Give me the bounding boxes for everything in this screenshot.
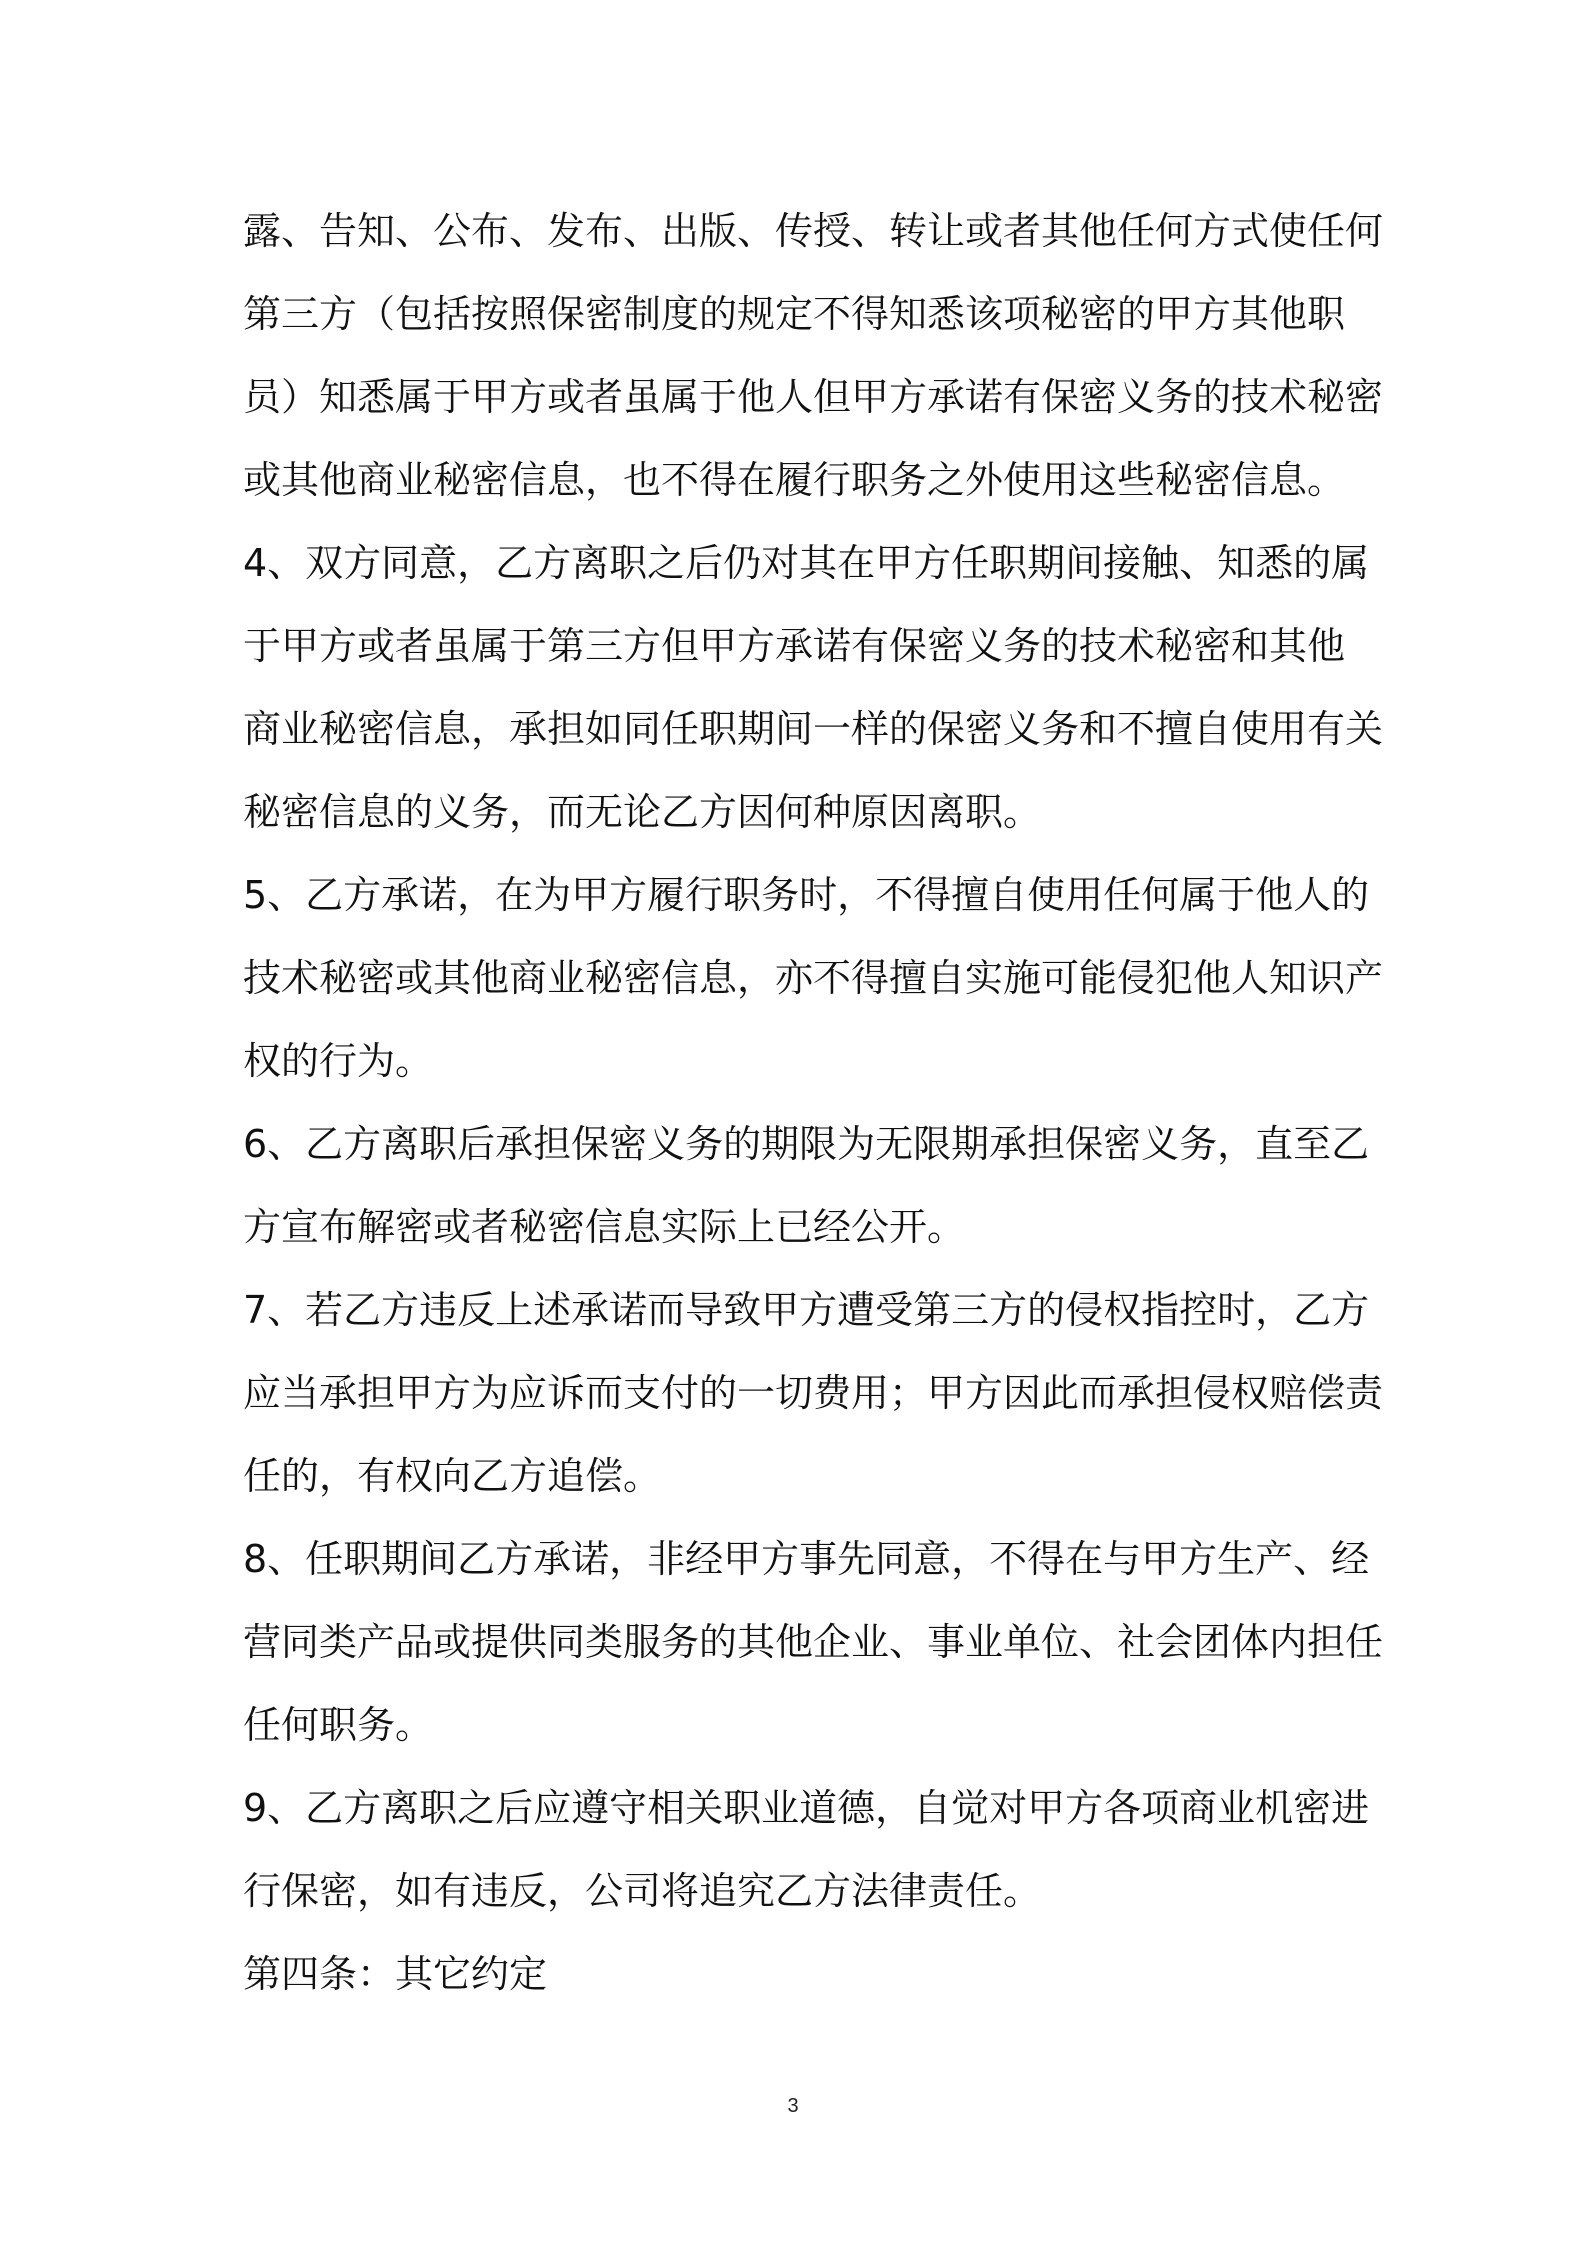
clause-9-line-1: 9、乙方离职之后应遵守相关职业道德，自觉对甲方各项商业机密进 <box>243 1786 1370 1830</box>
clause-4-line-3: 商业秘密信息，承担如同任职期间一样的保密义务和不擅自使用有关 <box>243 707 1384 751</box>
clause-4-line-2: 于甲方或者虽属于第三方但甲方承诺有保密义务的技术秘密和其他 <box>243 624 1346 668</box>
clause-4-line-1: 4、双方同意，乙方离职之后仍对其在甲方任职期间接触、知悉的属 <box>243 541 1370 585</box>
clause-8-line-3: 任何职务。 <box>243 1703 434 1747</box>
text-line-3: 员）知悉属于甲方或者虽属于他人但甲方承诺有保密义务的技术秘密 <box>243 375 1384 419</box>
clause-6-line-2: 方宣布解密或者秘密信息实际上已经公开。 <box>243 1205 966 1249</box>
text-line-1: 露、告知、公布、发布、出版、传授、转让或者其他任何方式使任何 <box>243 209 1384 253</box>
clause-6-line-1: 6、乙方离职后承担保密义务的期限为无限期承担保密义务，直至乙 <box>243 1122 1370 1166</box>
clause-7-line-1: 7、若乙方违反上述承诺而导致甲方遭受第三方的侵权指控时，乙方 <box>243 1288 1370 1332</box>
text-line-4: 或其他商业秘密信息，也不得在履行职务之外使用这些秘密信息。 <box>243 458 1346 502</box>
clause-5-line-2: 技术秘密或其他商业秘密信息，亦不得擅自实施可能侵犯他人知识产 <box>243 956 1384 1000</box>
clause-4-line-4: 秘密信息的义务，而无论乙方因何种原因离职。 <box>243 790 1042 834</box>
clause-5-line-3: 权的行为。 <box>243 1039 434 1083</box>
clause-7-line-2: 应当承担甲方为应诉而支付的一切费用；甲方因此而承担侵权赔偿责 <box>243 1371 1384 1415</box>
clause-8-line-2: 营同类产品或提供同类服务的其他企业、事业单位、社会团体内担任 <box>243 1620 1384 1664</box>
clause-9-line-2: 行保密，如有违反，公司将追究乙方法律责任。 <box>243 1869 1042 1913</box>
clause-8-line-1: 8、任职期间乙方承诺，非经甲方事先同意，不得在与甲方生产、经 <box>243 1537 1370 1581</box>
clause-7-line-3: 任的，有权向乙方追偿。 <box>243 1454 662 1498</box>
text-line-2: 第三方（包括按照保密制度的规定不得知悉该项秘密的甲方其他职 <box>243 292 1346 336</box>
clause-5-line-1: 5、乙方承诺，在为甲方履行职务时，不得擅自使用任何属于他人的 <box>243 873 1370 917</box>
document-body <box>243 190 1384 2016</box>
section-heading: 第四条：其它约定 <box>243 1952 548 1996</box>
page-number: 3 <box>787 2095 799 2117</box>
